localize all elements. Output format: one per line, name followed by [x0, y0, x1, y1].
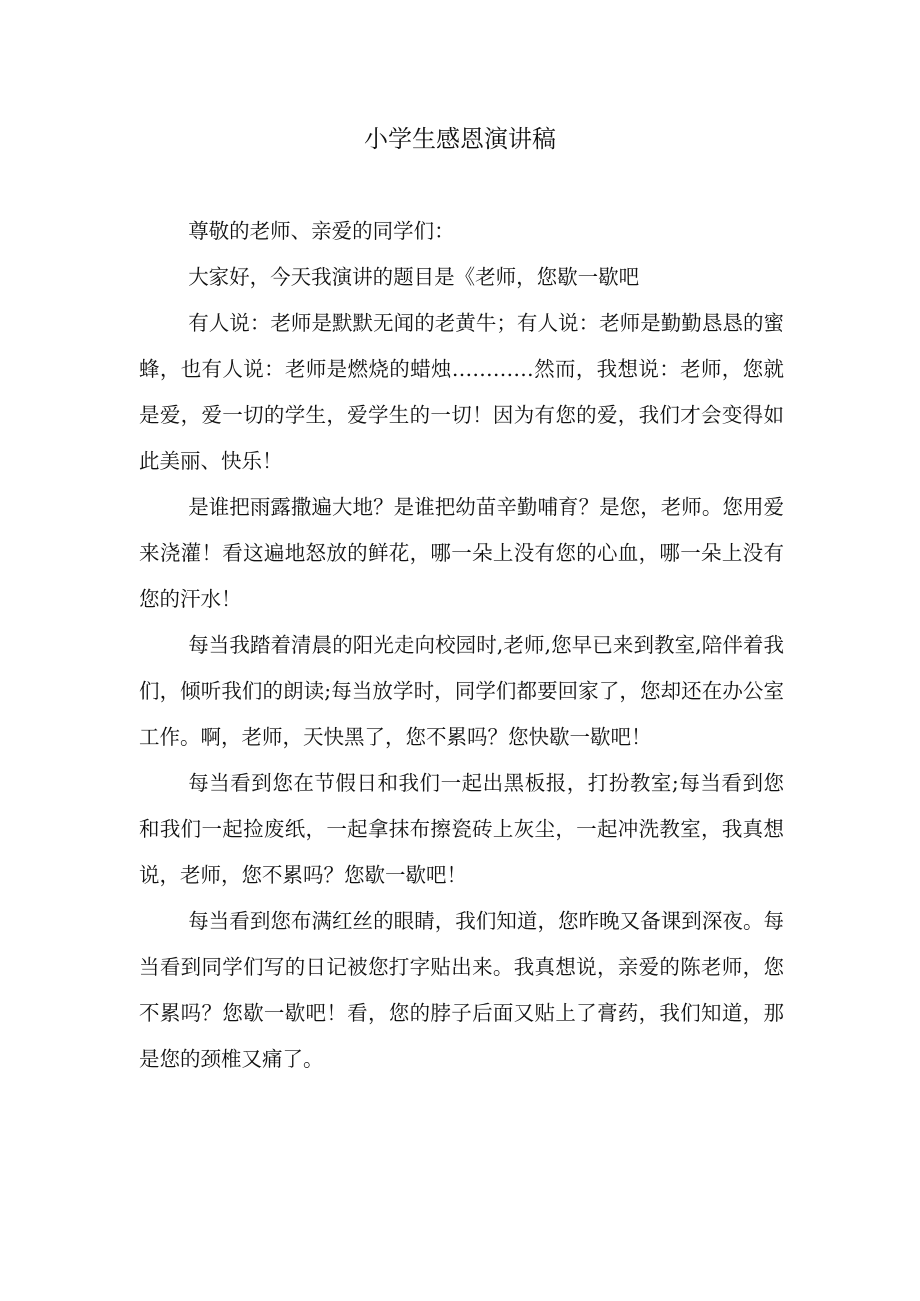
document-body	[139, 208, 784, 1082]
paragraph: 每当看到您在节假日和我们一起出黑板报，打扮教室;每当看到您和我们一起捡废纸，一起拿抹布擦瓷砖上灰尘，一起冲洗教室，我真想说，老师，您不累吗？您歇一歇吧！	[139, 771, 784, 887]
speech-topic: 大家好，今天我演讲的题目是《老师，您歇一歇吧	[188, 265, 640, 289]
paragraph: 是谁把雨露撒遍大地？是谁把幼苗辛勤哺育？是您，老师。您用爱来浇灌！看这遍地怒放的鲜花，哪一朵上没有您的心血，哪一朵上没有您的汗水！	[139, 495, 784, 611]
salutation: 尊敬的老师、亲爱的同学们：	[188, 219, 455, 243]
paragraph: 每当看到您布满红丝的眼睛，我们知道，您昨晚又备课到深夜。每当看到同学们写的日记被您打字贴出来。我真想说，亲爱的陈老师，您不累吗？您歇一歇吧！看，您的脖子后面又贴上了膏药，我们知道，那是您的颈椎又痛了。	[139, 909, 784, 1071]
paragraph: 有人说：老师是默默无闻的老黄牛；有人说：老师是勤勤恳恳的蜜蜂，也有人说：老师是燃烧的蜡烛…………然而，我想说：老师，您就是爱，爱一切的学生，爱学生的一切！因为有您的爱，我们才会变得如此美丽、快乐！	[139, 311, 784, 473]
paragraph: 每当我踏着清晨的阳光走向校园时,老师,您早已来到教室,陪伴着我们，倾听我们的朗读;每当放学时，同学们都要回家了，您却还在办公室工作。啊，老师，天快黑了，您不累吗？您快歇一歇吧！	[139, 633, 784, 749]
document-title: 小学生感恩演讲稿	[364, 125, 556, 153]
